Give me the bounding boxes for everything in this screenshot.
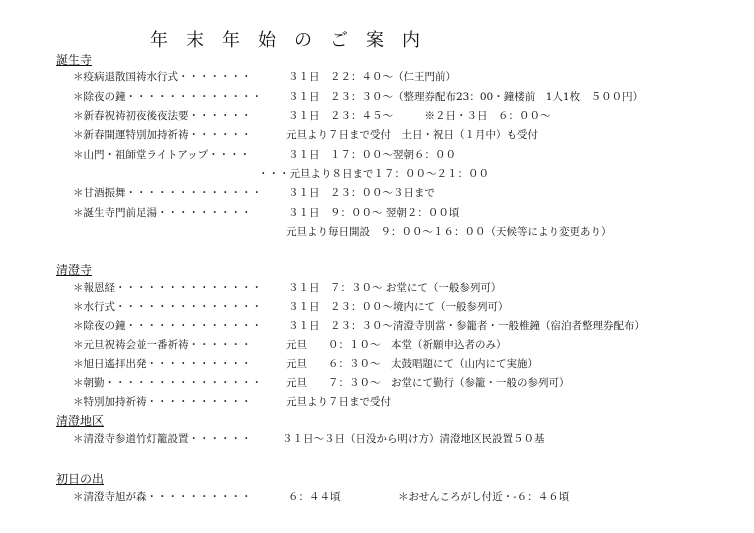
item-value: ・・・元旦より８日まで１７：００～２１：００: [258, 168, 489, 180]
item-label: ＊除夜の鐘・・・・・・・・・・・・・: [73, 91, 262, 103]
page-title: 年末年始のご案内: [150, 30, 438, 51]
item-label: ＊除夜の鐘・・・・・・・・・・・・・: [73, 320, 262, 332]
item-value: 元旦より７日まで受付: [286, 396, 391, 408]
item-label: ＊朝勤・・・・・・・・・・・・・・・: [73, 377, 262, 389]
item-label: ＊甘酒振舞・・・・・・・・・・・・・: [73, 187, 262, 199]
item-label: ＊水行式・・・・・・・・・・・・・・: [73, 301, 262, 313]
item-label: ＊清澄寺参道竹灯籠設置・・・・・・: [73, 433, 252, 445]
item-label: ＊元旦祝祷会並一番祈祷・・・・・・: [73, 339, 252, 351]
item-value: ３１日 ２２：４０～（仁王門前）: [288, 71, 456, 83]
item-value: 元旦より毎日開設 ９：００～１６：００（天候等により変更あり）: [286, 226, 612, 238]
item-label: ＊清澄寺旭が森・・・・・・・・・・: [73, 491, 252, 503]
item-value: 元旦より７日まで受付 土日・祝日（１月中）も受付: [286, 129, 538, 141]
item-label: ＊新春開運特別加持祈祷・・・・・・: [73, 129, 252, 141]
item-value: ３１日 ９：００～ 翌朝２：００頃: [288, 207, 460, 219]
item-label: ＊誕生寺門前足湯・・・・・・・・・: [73, 207, 252, 219]
item-value: ３１日 ２３：００～３日まで: [288, 187, 435, 199]
item-label: ＊報恩経・・・・・・・・・・・・・・: [73, 282, 262, 294]
section-heading-hatsuhinode: 初日の出: [56, 472, 105, 486]
item-value: ３１日 １７：００～翌朝６：００: [288, 149, 456, 161]
item-label: ＊山門・祖師堂ライトアップ・・・・: [73, 149, 251, 161]
item-value: ３１日 ２３：３０～（整理券配布23：00・鐘楼前 1人1枚 ５００円）: [288, 91, 644, 103]
section-heading-seichoji: 清澄寺: [56, 263, 93, 277]
item-value: ３１日 ２３：４５～ ※２日・３日 ６：００～: [288, 110, 551, 122]
item-value: ３１日 ２３：００～境内にて（一般参列可）: [288, 301, 509, 313]
item-extra: ＊おせんころがし付近・‐６：４６頃: [398, 491, 570, 503]
section-heading-seicho-area: 清澄地区: [56, 414, 105, 428]
item-value: ３１日～３日（日没から明け方）清澄地区民設置５０基: [282, 433, 545, 445]
item-value: ３１日 ７：３０～ お堂にて（一般参列可）: [288, 282, 502, 294]
item-value: ３１日 ２３：３０～清澄寺別當・参籠者・一般椎鐘（宿泊者整理券配布）: [288, 320, 645, 332]
item-value: 元旦 ６：３０～ 太鼓唱題にて（山内にて実施）: [286, 358, 538, 370]
item-value: 元旦 ７：３０～ お堂にて勤行（参籠・一般の参列可）: [286, 377, 570, 389]
item-label: ＊新春祝祷初夜後夜法要・・・・・・: [73, 110, 252, 122]
item-label: ＊特別加持祈祷・・・・・・・・・・: [73, 396, 252, 408]
item-label: ＊疫病退散国祷水行式・・・・・・・: [73, 71, 252, 83]
item-value: 元旦 ０：１０～ 本堂（祈願申込者のみ）: [286, 339, 507, 351]
item-label: ＊旭日遙拝出発・・・・・・・・・・: [73, 358, 252, 370]
item-value: ６：４４頃: [288, 491, 341, 503]
section-heading-tanjoji: 誕生寺: [56, 53, 93, 67]
